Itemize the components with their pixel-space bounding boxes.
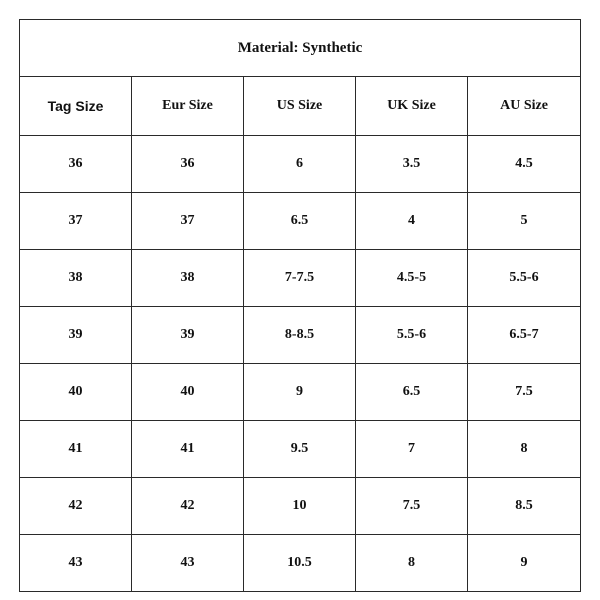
column-header-au-size: AU Size [468,77,581,136]
table-cell: 9 [468,535,581,592]
table-cell: 6.5 [244,193,356,250]
table-row [20,421,581,478]
table-cell: 40 [132,364,244,421]
table-cell: 5.5-6 [468,250,581,307]
column-header-uk-size: UK Size [356,77,468,136]
column-header-us-size: US Size [244,77,356,136]
table-cell: 10 [244,478,356,535]
table-row [20,364,581,421]
table-row [20,478,581,535]
table-cell: 43 [20,535,132,592]
size-chart-table [19,19,581,592]
table-row [20,193,581,250]
table-cell: 42 [132,478,244,535]
table-cell: 7 [356,421,468,478]
table-cell: 6 [244,136,356,193]
table-cell: 7-7.5 [244,250,356,307]
table-row [20,136,581,193]
table-cell: 8.5 [468,478,581,535]
header-row [20,77,581,136]
table-cell: 7.5 [356,478,468,535]
table-cell: 9.5 [244,421,356,478]
table-row [20,250,581,307]
table-row [20,307,581,364]
table-cell: 9 [244,364,356,421]
column-header-eur-size: Eur Size [132,77,244,136]
table-title: Material: Synthetic [20,20,581,77]
column-header-tag-size: Tag Size [20,77,132,136]
table-cell: 42 [20,478,132,535]
table-cell: 5 [468,193,581,250]
table-cell: 4.5-5 [356,250,468,307]
table-cell: 38 [132,250,244,307]
table-cell: 41 [132,421,244,478]
table-row [20,535,581,592]
table-cell: 41 [20,421,132,478]
table-cell: 38 [20,250,132,307]
table-cell: 6.5 [356,364,468,421]
table-cell: 8-8.5 [244,307,356,364]
table-cell: 8 [468,421,581,478]
table-cell: 6.5-7 [468,307,581,364]
table-cell: 43 [132,535,244,592]
table-cell: 4.5 [468,136,581,193]
table-cell: 36 [132,136,244,193]
table-cell: 8 [356,535,468,592]
table-cell: 7.5 [468,364,581,421]
table-cell: 4 [356,193,468,250]
title-row [20,20,581,77]
table-cell: 37 [132,193,244,250]
table-cell: 37 [20,193,132,250]
table-cell: 10.5 [244,535,356,592]
table-cell: 5.5-6 [356,307,468,364]
table-cell: 39 [20,307,132,364]
table-cell: 36 [20,136,132,193]
table-cell: 40 [20,364,132,421]
table-cell: 3.5 [356,136,468,193]
table-cell: 39 [132,307,244,364]
